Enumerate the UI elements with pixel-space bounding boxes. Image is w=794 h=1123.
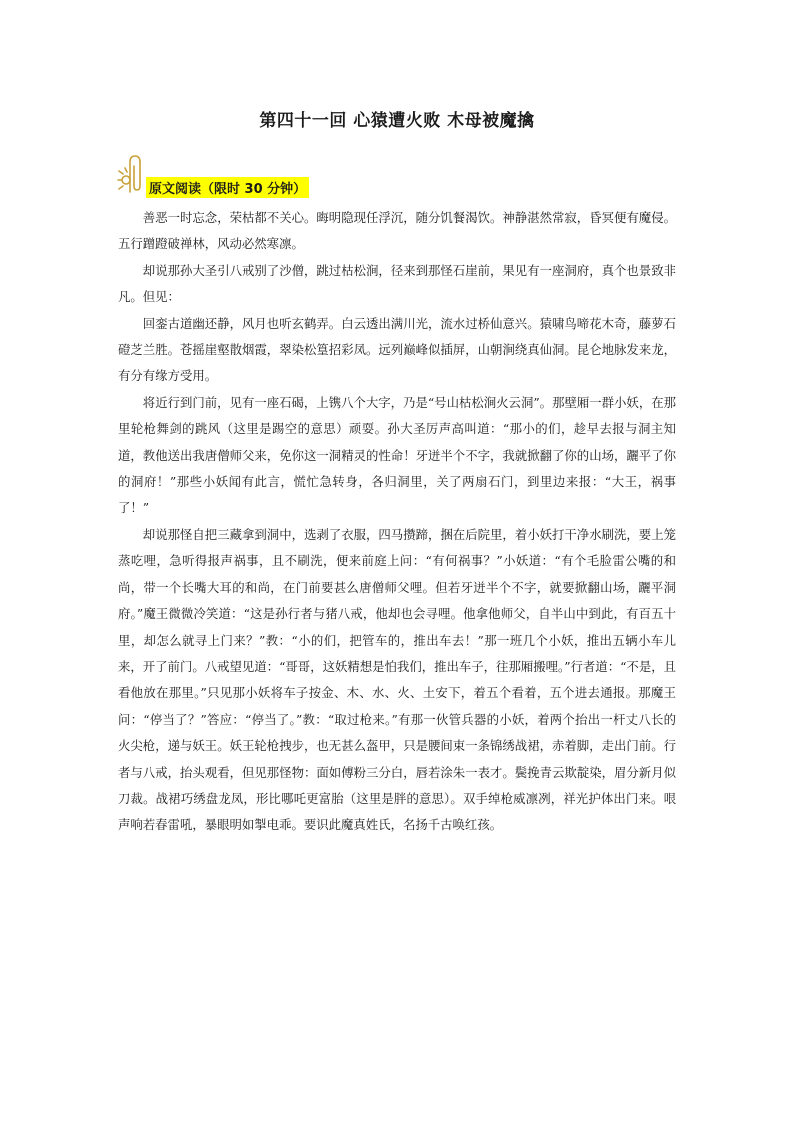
chapter-title: 第四十一回 心猿遭火败 木母被魔擒 — [259, 111, 535, 131]
paragraph: 却说那孙大圣引八戒别了沙僧，跳过枯松涧，径来到那怪石崖前，果见有一座洞府，真个也景致非凡。但见： — [118, 262, 676, 305]
paragraph: 善恶一时忘念，荣枯都不关心。晦明隐现任浮沉，随分饥餐渴饮。神静湛然常寂，昏冥便有魔侵。五行蹭蹬破禅林，风动必然寒凛。 — [118, 210, 676, 252]
paragraph: 将近行到门前，见有一座石碣，上镌八个大字，乃是“号山枯松涧火云洞”。那壁厢一群小妖，在那里轮枪舞剑的跳风（这里是踢空的意思）顽耍。孙大圣厉声高叫道：“那小的们，趁早去报与洞主知道，教他送出我唐僧师父来，免你这一洞精灵的性命！牙迸半个不字，我就掀翻了你的山场，躧平了你的洞府！”那些小妖闻有此言，慌忙急转身，各归洞里，关了两扇石门，到里边来报：“大王，祸事了！” — [118, 394, 676, 516]
section-label: 原文阅读（限时 30 分钟） — [146, 177, 309, 198]
section-header — [116, 152, 356, 198]
paragraph: 却说那怪自把三藏拿到洞中，选剥了衣服，四马攒蹄，捆在后院里，着小妖打干净水刷洗，要上笼蒸吃哩，急听得报声祸事，且不刷洗，便来前庭上问：“有何祸事？”小妖道：“有个毛脸雷公嘴的和尚，带一个长嘴大耳的和尚，在门前要甚么唐僧师父哩。但若牙迸半个不字，就要掀翻山场，躧平洞府。”魔王微微冷笑道：“这是孙行者与猪八戒，他却也会寻哩。他拿他师父，自半山中到此，有百五十里，却怎么就寻上门来？”教：“小的们，把管车的，推出车去！”那一班几个小妖，推出五辆小车儿来，开了前门。八戒望见道：“哥哥，这妖精想是怕我们，推出车子，往那厢搬哩。”行者道：“不是，且看他放在那里。”只见那小妖将车子按金、木、水、火、土安下，着五个看着，五个进去通报。那魔王问：“停当了？”答应：“停当了。”教：“取过枪来。”有那一伙管兵器的小妖，着两个抬出一杆丈八长的火尖枪，递与妖王。妖王轮枪拽步，也无甚么盔甲，只是腰间束一条锦绣战裙，赤着脚，走出门前。行者与八戒，抬头观看，但见那怪物：面如傅粉三分白，唇若涂朱一表才。鬓挽青云欺靛染，眉分新月似刀裁。战裙巧绣盘龙凤，形比哪吒更富胎（这里是胖的意思）。双手绰枪威凛冽，祥光护体出门来。哏声响若春雷吼，暴眼明如掣电乖。要识此魔真姓氏，名扬千古唤红孩。 — [118, 526, 676, 833]
body-text — [118, 205, 676, 839]
verse-paragraph: 回銮古道幽还静，风月也听玄鹤弄。白云透出满川光，流水过桥仙意兴。猿啸鸟啼花木奇，藤萝石磴芝兰胜。苍摇崖壑散烟霞，翠染松篁招彩凤。远列巅峰似插屏，山朝涧绕真仙洞。昆仑地脉发来龙，有分有缘方受用。 — [118, 315, 676, 384]
